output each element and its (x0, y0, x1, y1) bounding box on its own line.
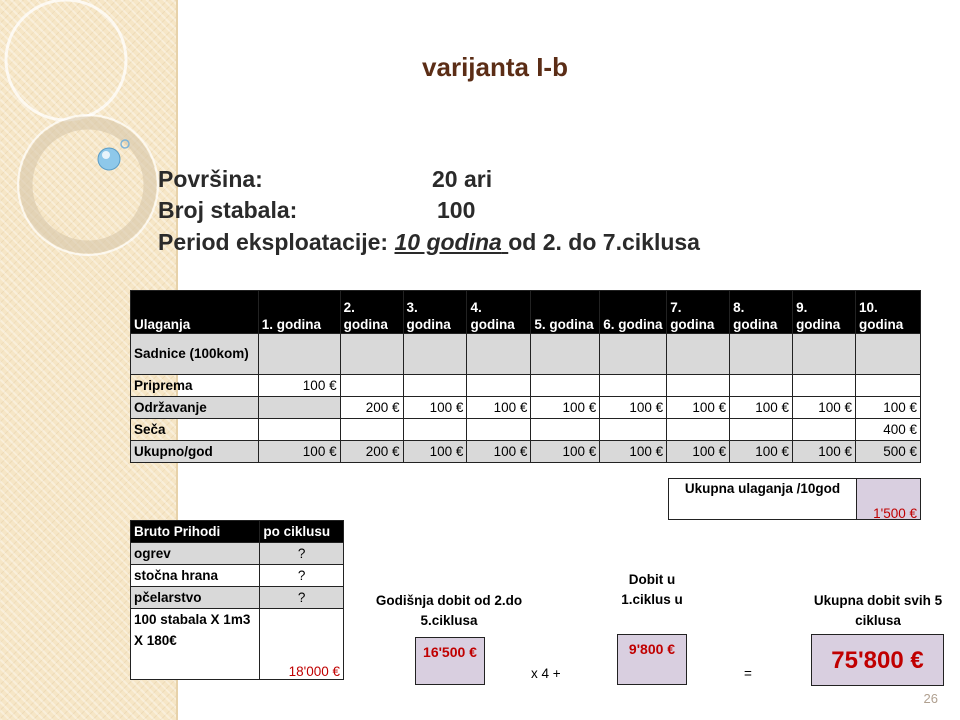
table-cell (730, 375, 793, 397)
header-cell: 6. godina (600, 291, 667, 334)
table-cell: 100 € (600, 397, 667, 419)
table-cell: 18'000 € (260, 609, 344, 680)
header-cell: 3. godina (403, 291, 467, 334)
table-cell (793, 375, 856, 397)
table-cell (258, 334, 340, 375)
table-row (131, 565, 344, 587)
total-investment-label: Ukupna ulaganja /10god (668, 478, 856, 520)
table-cell (600, 419, 667, 441)
multiplier-text: x 4 + (531, 666, 561, 681)
table-cell: ? (260, 587, 344, 609)
table-row (131, 609, 344, 680)
table-cell: 100 € (667, 441, 730, 463)
table-cell (258, 419, 340, 441)
table-cell: 100 € (531, 397, 600, 419)
first-cycle-profit-label: Dobit u 1.ciklus u (621, 572, 683, 607)
annual-profit-label: Godišnja dobit od 2.do 5.ciklusa (375, 593, 523, 628)
period-suffix: od 2. do 7.ciklusa (508, 229, 700, 255)
table-cell (467, 334, 531, 375)
table-cell (258, 397, 340, 419)
table-cell: 100 € (856, 397, 921, 419)
table-cell: 100 € (403, 441, 467, 463)
table-cell: 100 € (258, 441, 340, 463)
table-cell: 100 € (667, 397, 730, 419)
table-cell: 100 € (467, 441, 531, 463)
header-cell: 8. godina (730, 291, 793, 334)
table-cell (730, 334, 793, 375)
equals-text: = (744, 666, 752, 681)
table-cell (730, 419, 793, 441)
table-cell: 500 € (856, 441, 921, 463)
table-cell (856, 334, 921, 375)
header-cell: po ciklusu (260, 521, 344, 543)
period-value: 10 godina (394, 229, 502, 255)
page-title: varijanta I-b (422, 52, 568, 82)
row-label: stočna hrana (131, 565, 260, 587)
table-cell: 100 € (467, 397, 531, 419)
header-cell: 9. godina (793, 291, 856, 334)
table-cell: 200 € (340, 397, 403, 419)
table-cell (340, 419, 403, 441)
gross-income-table (130, 520, 344, 680)
page-number: 26 (923, 691, 938, 706)
table-cell: 200 € (340, 441, 403, 463)
investment-table (130, 290, 921, 463)
table-cell (856, 375, 921, 397)
table-cell: 100 € (793, 441, 856, 463)
annual-profit-value: 16'500 € (415, 637, 485, 685)
table-cell (600, 334, 667, 375)
table-cell (531, 419, 600, 441)
header-cell: 7. godina (667, 291, 730, 334)
table-cell: 100 € (258, 375, 340, 397)
stabala-label: Broj stabala: (158, 197, 298, 223)
table-cell (467, 419, 531, 441)
table-cell (793, 419, 856, 441)
first-cycle-profit-value: 9'800 € (617, 634, 687, 685)
table-row (131, 419, 921, 441)
header-cell: 4. godina (467, 291, 531, 334)
table-cell (403, 334, 467, 375)
table-row (131, 334, 921, 375)
table-cell (600, 375, 667, 397)
row-label: Priprema (131, 375, 259, 397)
povrsina-label: Površina: (158, 166, 263, 192)
last-label-line-2: X 180€ (134, 633, 177, 648)
header-cell: 5. godina (531, 291, 600, 334)
table-cell: 100 € (730, 397, 793, 419)
stabala-value: 100 (437, 197, 476, 223)
table-cell (340, 375, 403, 397)
table-cell (403, 419, 467, 441)
table-cell: 100 € (531, 441, 600, 463)
total-profit-value: 75'800 € (811, 634, 944, 686)
table-cell: 100 € (730, 441, 793, 463)
povrsina-value: 20 ari (432, 166, 493, 192)
table-cell: 100 € (600, 441, 667, 463)
row-label: Sadnice (100kom) (131, 334, 259, 375)
table-row-total (131, 441, 921, 463)
row-label: Održavanje (131, 397, 259, 419)
header-cell: 2. godina (340, 291, 403, 334)
period-label: Period eksploatacije: (158, 229, 389, 255)
table-cell (531, 334, 600, 375)
header-cell: Ulaganja (131, 291, 259, 334)
table-row (131, 375, 921, 397)
table-row (131, 543, 344, 565)
table-cell (403, 375, 467, 397)
table-cell (667, 334, 730, 375)
table-header-row (131, 521, 344, 543)
header-cell: 1. godina (258, 291, 340, 334)
row-label (131, 609, 260, 680)
table-cell: ? (260, 565, 344, 587)
table-header-row (131, 291, 921, 334)
table-cell (793, 334, 856, 375)
row-label: ogrev (131, 543, 260, 565)
table-row (131, 587, 344, 609)
last-label-line-1: 100 stabala X 1m3 (134, 612, 251, 627)
row-label: pčelarstvo (131, 587, 260, 609)
table-cell (340, 334, 403, 375)
table-cell: 400 € (856, 419, 921, 441)
row-label: Ukupno/god (131, 441, 259, 463)
table-cell: 100 € (403, 397, 467, 419)
table-cell (467, 375, 531, 397)
table-row (131, 397, 921, 419)
table-cell (531, 375, 600, 397)
table-cell: ? (260, 543, 344, 565)
header-cell: Bruto Prihodi (131, 521, 260, 543)
row-label: Seča (131, 419, 259, 441)
table-cell: 100 € (793, 397, 856, 419)
total-profit-label: Ukupna dobit svih 5 ciklusa (813, 593, 943, 628)
table-cell (667, 375, 730, 397)
header-cell: 10. godina (856, 291, 921, 334)
table-cell (667, 419, 730, 441)
total-investment-value: 1'500 € (856, 478, 921, 520)
